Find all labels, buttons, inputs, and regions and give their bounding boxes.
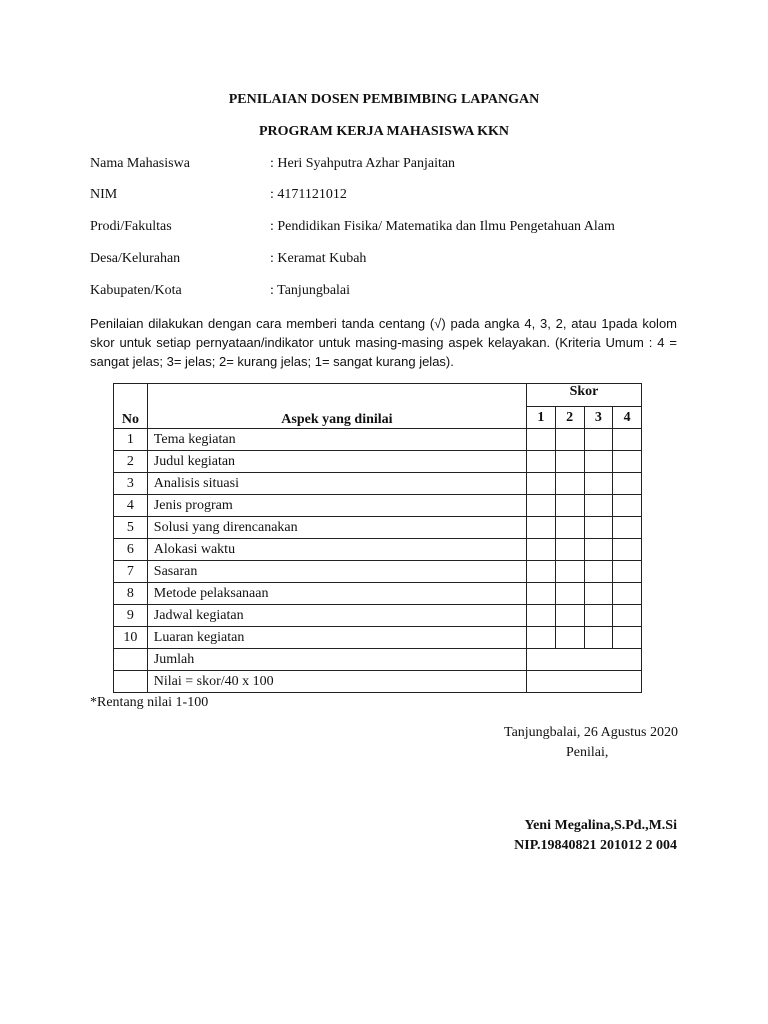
total-row — [114, 649, 642, 671]
row-no: 5 — [114, 517, 148, 539]
score-cell[interactable] — [584, 605, 613, 627]
score-cell[interactable] — [584, 539, 613, 561]
row-aspek: Jenis program — [147, 495, 526, 517]
score-cell[interactable] — [613, 473, 642, 495]
row-aspek: Tema kegiatan — [147, 429, 526, 451]
score-cell[interactable] — [555, 495, 584, 517]
assessment-table — [113, 383, 642, 693]
formula-label: Nilai = skor/40 x 100 — [147, 671, 526, 693]
score-cell[interactable] — [555, 451, 584, 473]
score-cell[interactable] — [555, 473, 584, 495]
row-no: 2 — [114, 451, 148, 473]
range-note: *Rentang nilai 1-100 — [90, 695, 209, 710]
row-aspek: Analisis situasi — [147, 473, 526, 495]
row-no: 9 — [114, 605, 148, 627]
score-cell[interactable] — [527, 627, 556, 649]
row-no: 6 — [114, 539, 148, 561]
score-cell[interactable] — [584, 429, 613, 451]
signer-nip: NIP.19840821 201012 2 004 — [514, 838, 677, 853]
regency-value: : Tanjungbalai — [270, 283, 351, 298]
score-cell[interactable] — [527, 583, 556, 605]
score-cell[interactable] — [613, 495, 642, 517]
score-cell[interactable] — [527, 561, 556, 583]
score-cell[interactable] — [613, 605, 642, 627]
score-cell[interactable] — [584, 517, 613, 539]
score-cell[interactable] — [613, 517, 642, 539]
total-label: Jumlah — [147, 649, 526, 671]
score-cell[interactable] — [527, 517, 556, 539]
row-aspek: Metode pelaksanaan — [147, 583, 526, 605]
score-cell[interactable] — [613, 627, 642, 649]
score-cell[interactable] — [527, 495, 556, 517]
row-no: 8 — [114, 583, 148, 605]
document-title: PENILAIAN DOSEN PEMBIMBING LAPANGAN — [228, 92, 540, 107]
skor-2-header: 2 — [555, 407, 584, 429]
student-name-label: Nama Mahasiswa — [90, 156, 190, 171]
document-subtitle: PROGRAM KERJA MAHASISWA KKN — [258, 124, 510, 139]
row-aspek: Solusi yang direncanakan — [147, 517, 526, 539]
row-aspek: Jadwal kegiatan — [147, 605, 526, 627]
score-cell[interactable] — [584, 627, 613, 649]
table-row — [114, 627, 642, 649]
total-value-cell[interactable] — [527, 649, 642, 671]
score-cell[interactable] — [555, 539, 584, 561]
signature-role: Penilai, — [566, 745, 609, 760]
table-row — [114, 605, 642, 627]
skor-3-header: 3 — [584, 407, 613, 429]
formula-row — [114, 671, 642, 693]
instructions-paragraph: Penilaian dilakukan dengan cara memberi tanda centang (√) pada angka 4, 3, 2, atau 1pada kolom skor untuk setiap pernyataan/indikator untuk masing-masing aspek kelayakan. (Kriteria Umum : 4 = sangat jelas; 3= jelas; 2= kurang jelas; 1= sangat kurang jelas). — [90, 316, 677, 369]
score-cell[interactable] — [527, 539, 556, 561]
table-row — [114, 561, 642, 583]
faculty-value: : Pendidikan Fisika/ Matematika dan Ilmu Pengetahuan Alam — [270, 219, 615, 234]
total-no-cell — [114, 649, 148, 671]
formula-no-cell — [114, 671, 148, 693]
score-cell[interactable] — [555, 627, 584, 649]
col-skor-header: Skor — [527, 384, 642, 407]
student-name-value: : Heri Syahputra Azhar Panjaitan — [270, 156, 456, 171]
formula-value-cell[interactable] — [527, 671, 642, 693]
table-row — [114, 583, 642, 605]
score-cell[interactable] — [555, 517, 584, 539]
score-cell[interactable] — [584, 451, 613, 473]
col-no-header: No — [114, 384, 148, 429]
row-no: 3 — [114, 473, 148, 495]
score-cell[interactable] — [555, 605, 584, 627]
nim-value: : 4171121012 — [270, 187, 347, 202]
row-aspek: Sasaran — [147, 561, 526, 583]
score-cell[interactable] — [527, 605, 556, 627]
row-no: 7 — [114, 561, 148, 583]
regency-label: Kabupaten/Kota — [90, 283, 182, 298]
row-aspek: Alokasi waktu — [147, 539, 526, 561]
signature-place-date: Tanjungbalai, 26 Agustus 2020 — [504, 725, 679, 740]
skor-1-header: 1 — [527, 407, 556, 429]
score-cell[interactable] — [613, 561, 642, 583]
row-no: 1 — [114, 429, 148, 451]
score-cell[interactable] — [555, 583, 584, 605]
score-cell[interactable] — [584, 561, 613, 583]
table-row — [114, 473, 642, 495]
skor-4-header: 4 — [613, 407, 642, 429]
score-cell[interactable] — [584, 495, 613, 517]
score-cell[interactable] — [613, 429, 642, 451]
signer-name: Yeni Megalina,S.Pd.,M.Si — [524, 818, 677, 833]
score-cell[interactable] — [555, 429, 584, 451]
score-cell[interactable] — [613, 583, 642, 605]
table-row — [114, 517, 642, 539]
table-row — [114, 451, 642, 473]
score-cell[interactable] — [584, 473, 613, 495]
score-cell[interactable] — [555, 561, 584, 583]
score-cell[interactable] — [613, 539, 642, 561]
score-cell[interactable] — [527, 451, 556, 473]
score-cell[interactable] — [527, 429, 556, 451]
faculty-label: Prodi/Fakultas — [90, 219, 172, 234]
row-aspek: Luaran kegiatan — [147, 627, 526, 649]
row-aspek: Judul kegiatan — [147, 451, 526, 473]
score-cell[interactable] — [584, 583, 613, 605]
row-no: 10 — [114, 627, 148, 649]
row-no: 4 — [114, 495, 148, 517]
village-value: : Keramat Kubah — [270, 251, 367, 266]
table-row — [114, 539, 642, 561]
score-cell[interactable] — [527, 473, 556, 495]
table-row — [114, 495, 642, 517]
table-row — [114, 429, 642, 451]
nim-label: NIM — [90, 187, 118, 202]
col-aspek-header: Aspek yang dinilai — [147, 384, 526, 429]
score-cell[interactable] — [613, 451, 642, 473]
village-label: Desa/Kelurahan — [90, 251, 181, 266]
